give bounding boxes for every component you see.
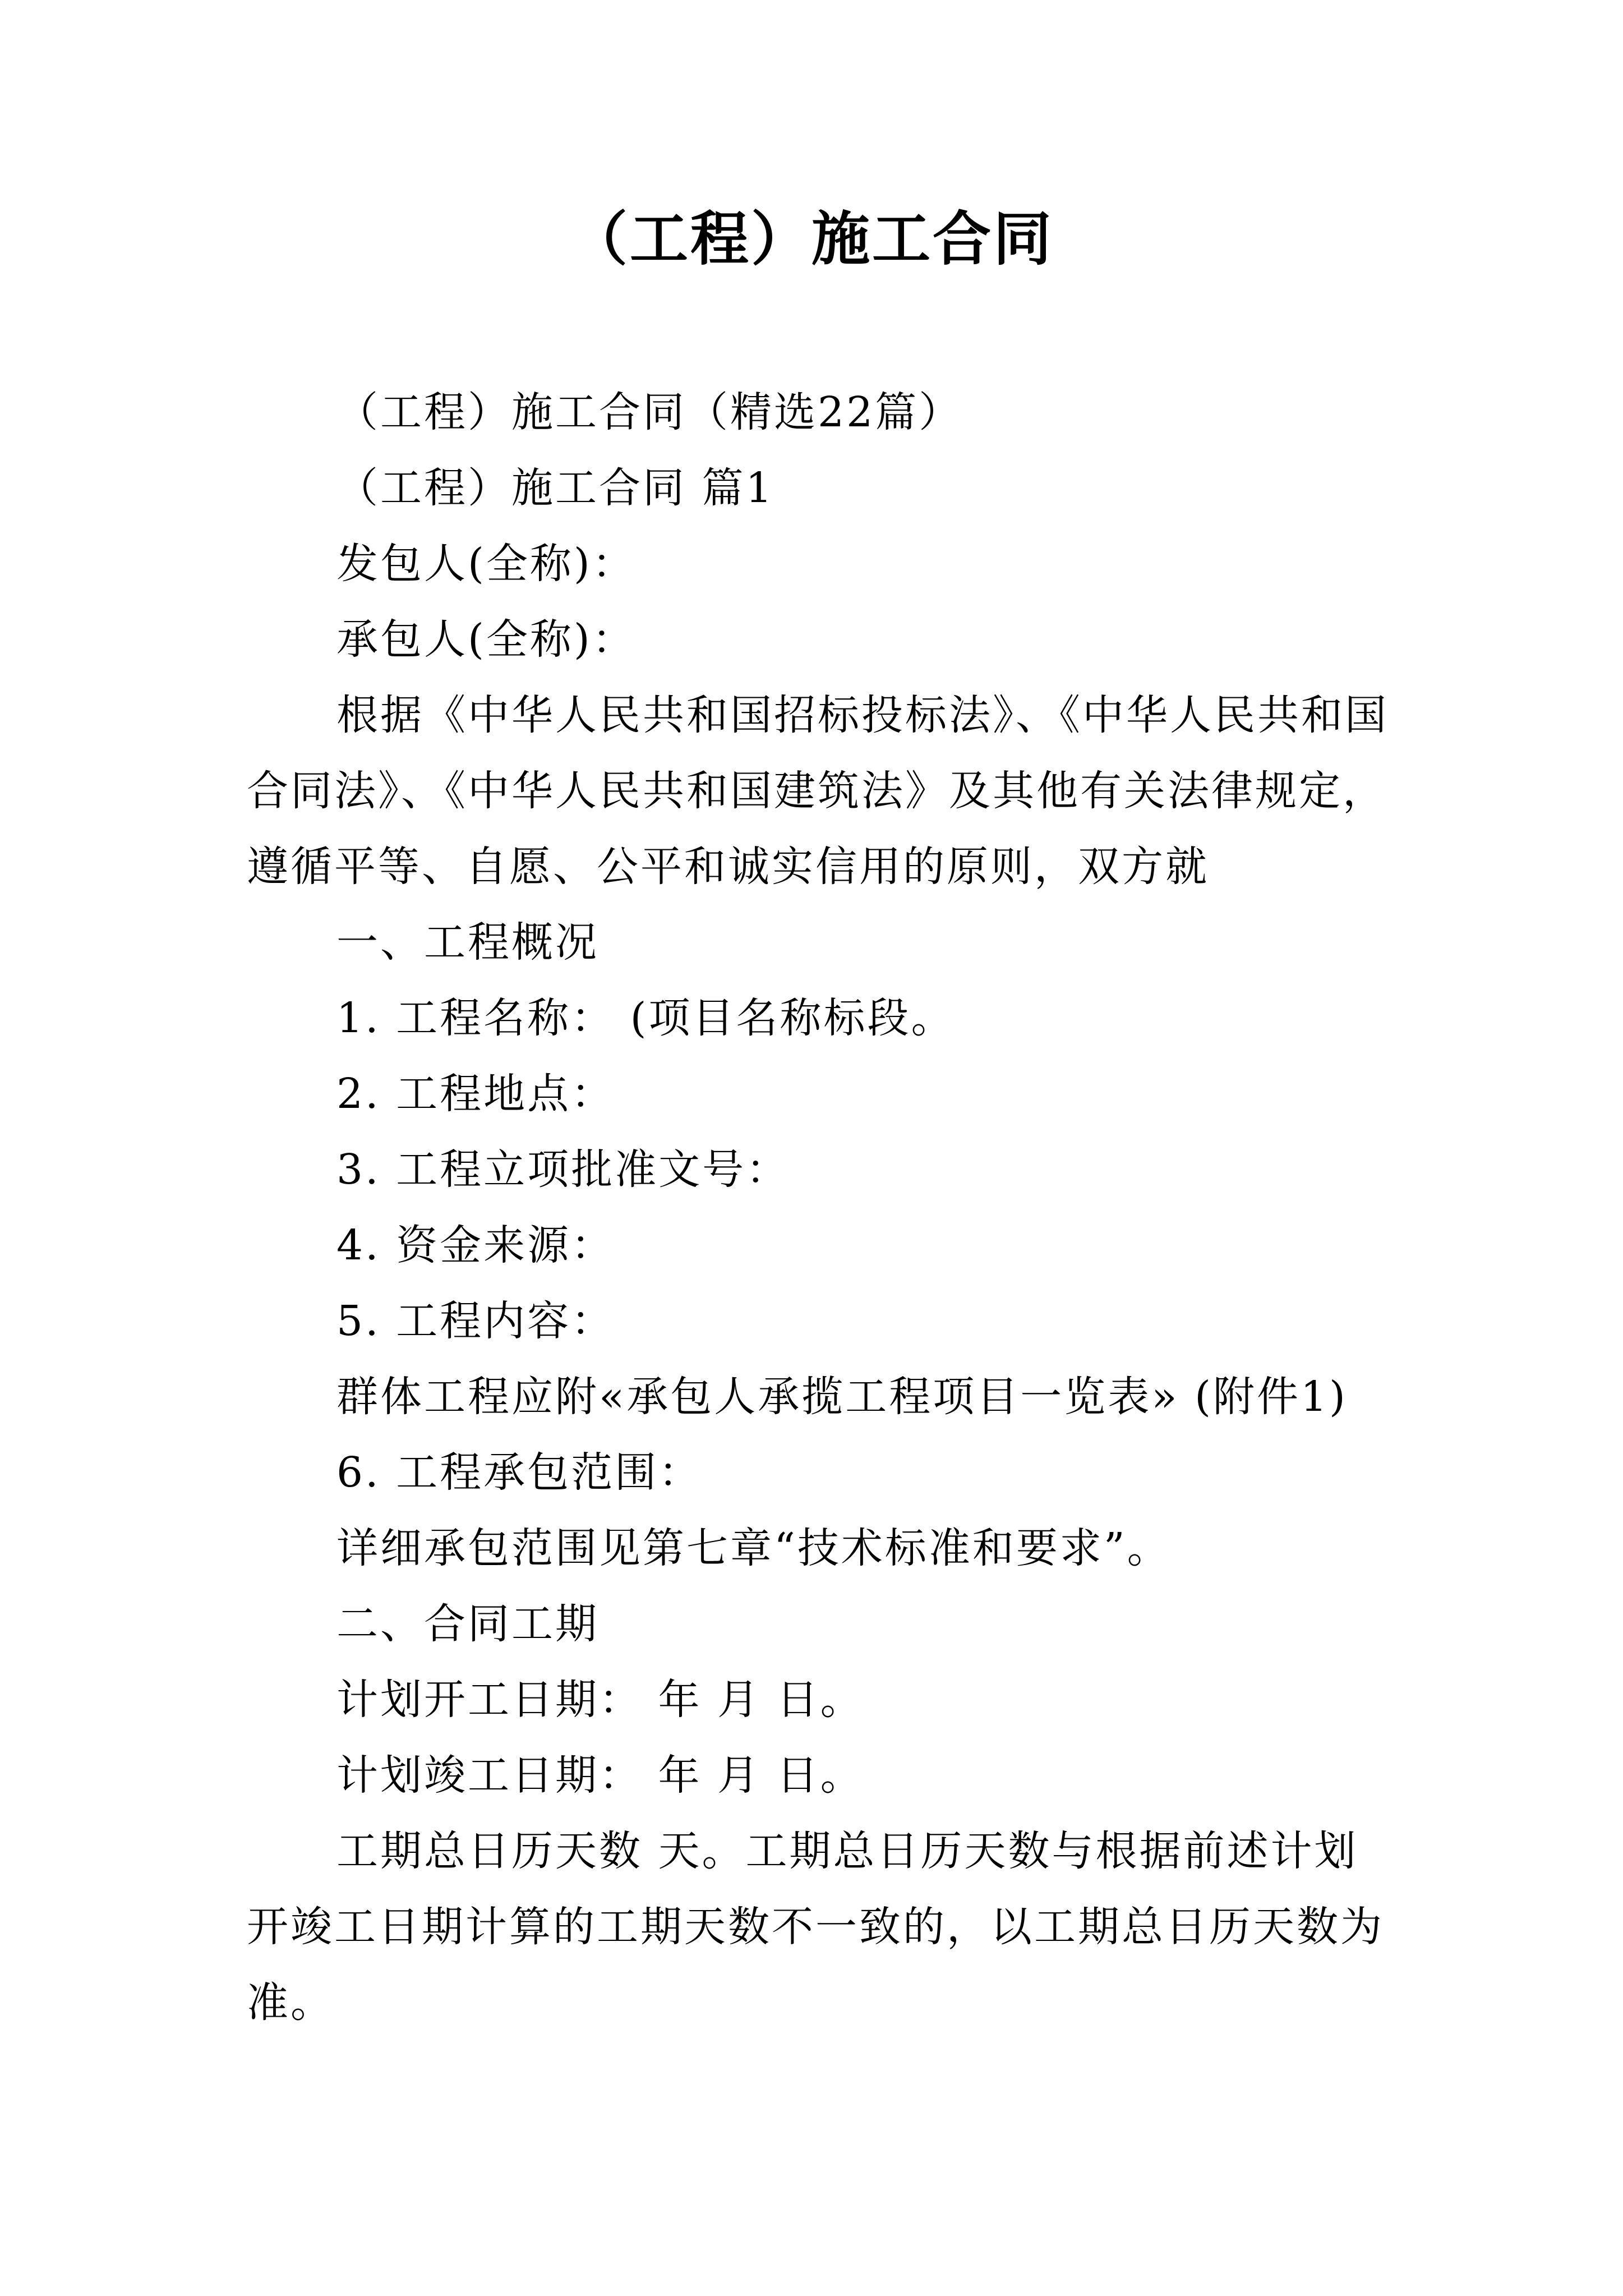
item-project-location: 2. 工程地点： (336, 1070, 615, 1118)
section-heading-part-1: （工程）施工合同 篇1 (336, 464, 774, 512)
planned-start-date: 计划开工日期： 年 月 日。 (336, 1676, 864, 1724)
paragraph-duration-line: 开竣工日期计算的工期天数不一致的，以工期总日历天数为 (247, 1903, 1384, 1951)
heading-project-overview: 一、工程概况 (336, 918, 599, 967)
paragraph-legal-basis-line: 合同法》、《中华人民共和国建筑法》及其他有关法律规定， (247, 767, 1386, 815)
paragraph-duration-line: 准。 (247, 1978, 334, 2027)
item-funding-source: 4. 资金来源： (336, 1221, 615, 1269)
paragraph-legal-basis-line: 根据《中华人民共和国招标投标法》、《中华人民共和国 (336, 691, 1389, 739)
note-attachment: 群体工程应附«承包人承揽工程项目一览表» (附件1) (336, 1373, 1348, 1421)
heading-contract-period: 二、合同工期 (336, 1600, 599, 1648)
paragraph-legal-basis-line: 遵循平等、自愿、公平和诚实信用的原则，双方就 (247, 843, 1209, 891)
item-project-content: 5. 工程内容： (336, 1297, 615, 1345)
document-title: （工程）施工合同 (569, 205, 1054, 273)
item-approval-number: 3. 工程立项批准文号： (336, 1145, 790, 1194)
note-scope-detail: 详细承包范围见第七章“技术标准和要求”。 (336, 1524, 1171, 1572)
item-contract-scope: 6. 工程承包范围： (336, 1448, 703, 1497)
planned-completion-date: 计划竣工日期： 年 月 日。 (336, 1751, 864, 1800)
contractor-field: 承包人(全称)： (336, 615, 636, 664)
paragraph-duration-line: 工期总日历天数 天。工期总日历天数与根据前述计划 (336, 1827, 1358, 1875)
employer-field: 发包人(全称)： (336, 540, 636, 588)
item-project-name: 1. 工程名称： (项目名称标段。 (336, 994, 955, 1042)
collection-subtitle: （工程）施工合同（精选22篇） (336, 388, 963, 436)
